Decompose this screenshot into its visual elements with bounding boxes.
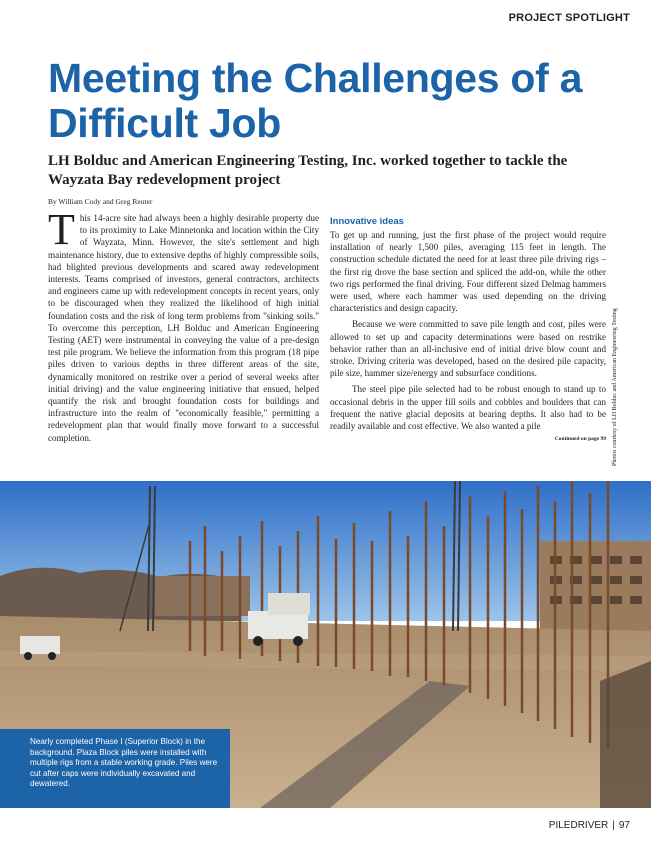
left-column (48, 205, 319, 444)
subhead-innovative-ideas: Innovative ideas (330, 216, 404, 227)
drop-cap: T (48, 205, 75, 254)
page-number: 97 (618, 820, 630, 831)
body-paragraph: his 14-acre site had always been a highly desirable property due to its proximity to Lake Minnetonka and location within the City of Wayzata, Minn. However, the site's settlement and high maintenance history, due to extensive depths of highly compressible soils, had blighted previous developments and scared away redevelopment interests. Teams comprised of investors, general contractors, architects and engineers came up with redevelopment concepts in recent years, only to be discouraged when they realized the likelihood of high initial foundation costs and the risk of long term problems from "sinking soils." To overcome this perception, LH Bolduc and American Engineering Testing (AET) were instrumental in conveying the value of a pre-design test pile program. We believe the information from this program (18 pipe piles driven to various depths in three different areas of the site, dynamically monitored on restrike over a period of several weeks after initial driving) and the value engineering initiative that ensued, helped quantify the risk and brought foundation costs for buildings and infrastructure into the realm of "economically feasible," permitting a redevelopment plan that would finally move forward to a successful completion. (48, 213, 319, 443)
byline: By William Cody and Greg Reuter (48, 197, 153, 206)
page-footer (549, 820, 630, 831)
article-title: Meeting the Challenges of a Difficult Job (48, 55, 583, 146)
body-paragraph: The steel pipe pile selected had to be robust enough to stand up to occasional debris in the upper fill soils and cobbles and boulders that can frequent the native glacial deposits at bearing depths. It also had to be readily available and cost effective. We also wanted a pile (330, 384, 606, 432)
photo-caption: Nearly completed Phase I (Superior Block) in the background. Plaza Block piles were installed with multiple rigs from a stable working grade. Piles were cut after caps were individually excavated and dewatered. (0, 729, 230, 808)
publication-name: PILEDRIVER (548, 820, 609, 831)
continued-link[interactable]: Continued on page 99 (554, 436, 606, 443)
footer-separator: | (612, 820, 615, 831)
section-tag: PROJECT SPOTLIGHT (508, 12, 630, 24)
photo-credit: Photos courtesy of LH Bolduc and American Engineering Testing (612, 308, 618, 466)
article-deck: LH Bolduc and American Engineering Testing, Inc. worked together to tackle the Wayzata Bay redevelopment project (48, 153, 568, 188)
right-column (330, 216, 606, 445)
body-paragraph: To get up and running, just the first phase of the project would require installation of nearly 1,500 piles, averaging 115 feet in length. The construction schedule dictated the need for at least three pile driving rigs – the first rig drove the base section and spliced the add-on, while the other two rigs performed the final driving. Four different sized Delmag hammers were used, where each hammer was used depending on the driving characteristics and design capacity. (330, 230, 606, 314)
body-paragraph: Because we were committed to save pile length and cost, piles were allowed to set up and capacity determinations were based on restrike behavior rather than an all-inclusive end of initial drive blow count and stroke. Driving criteria was developed, based on the desired pile capacity, pile size, hammer size/energy and subsurface conditions. (330, 319, 606, 379)
